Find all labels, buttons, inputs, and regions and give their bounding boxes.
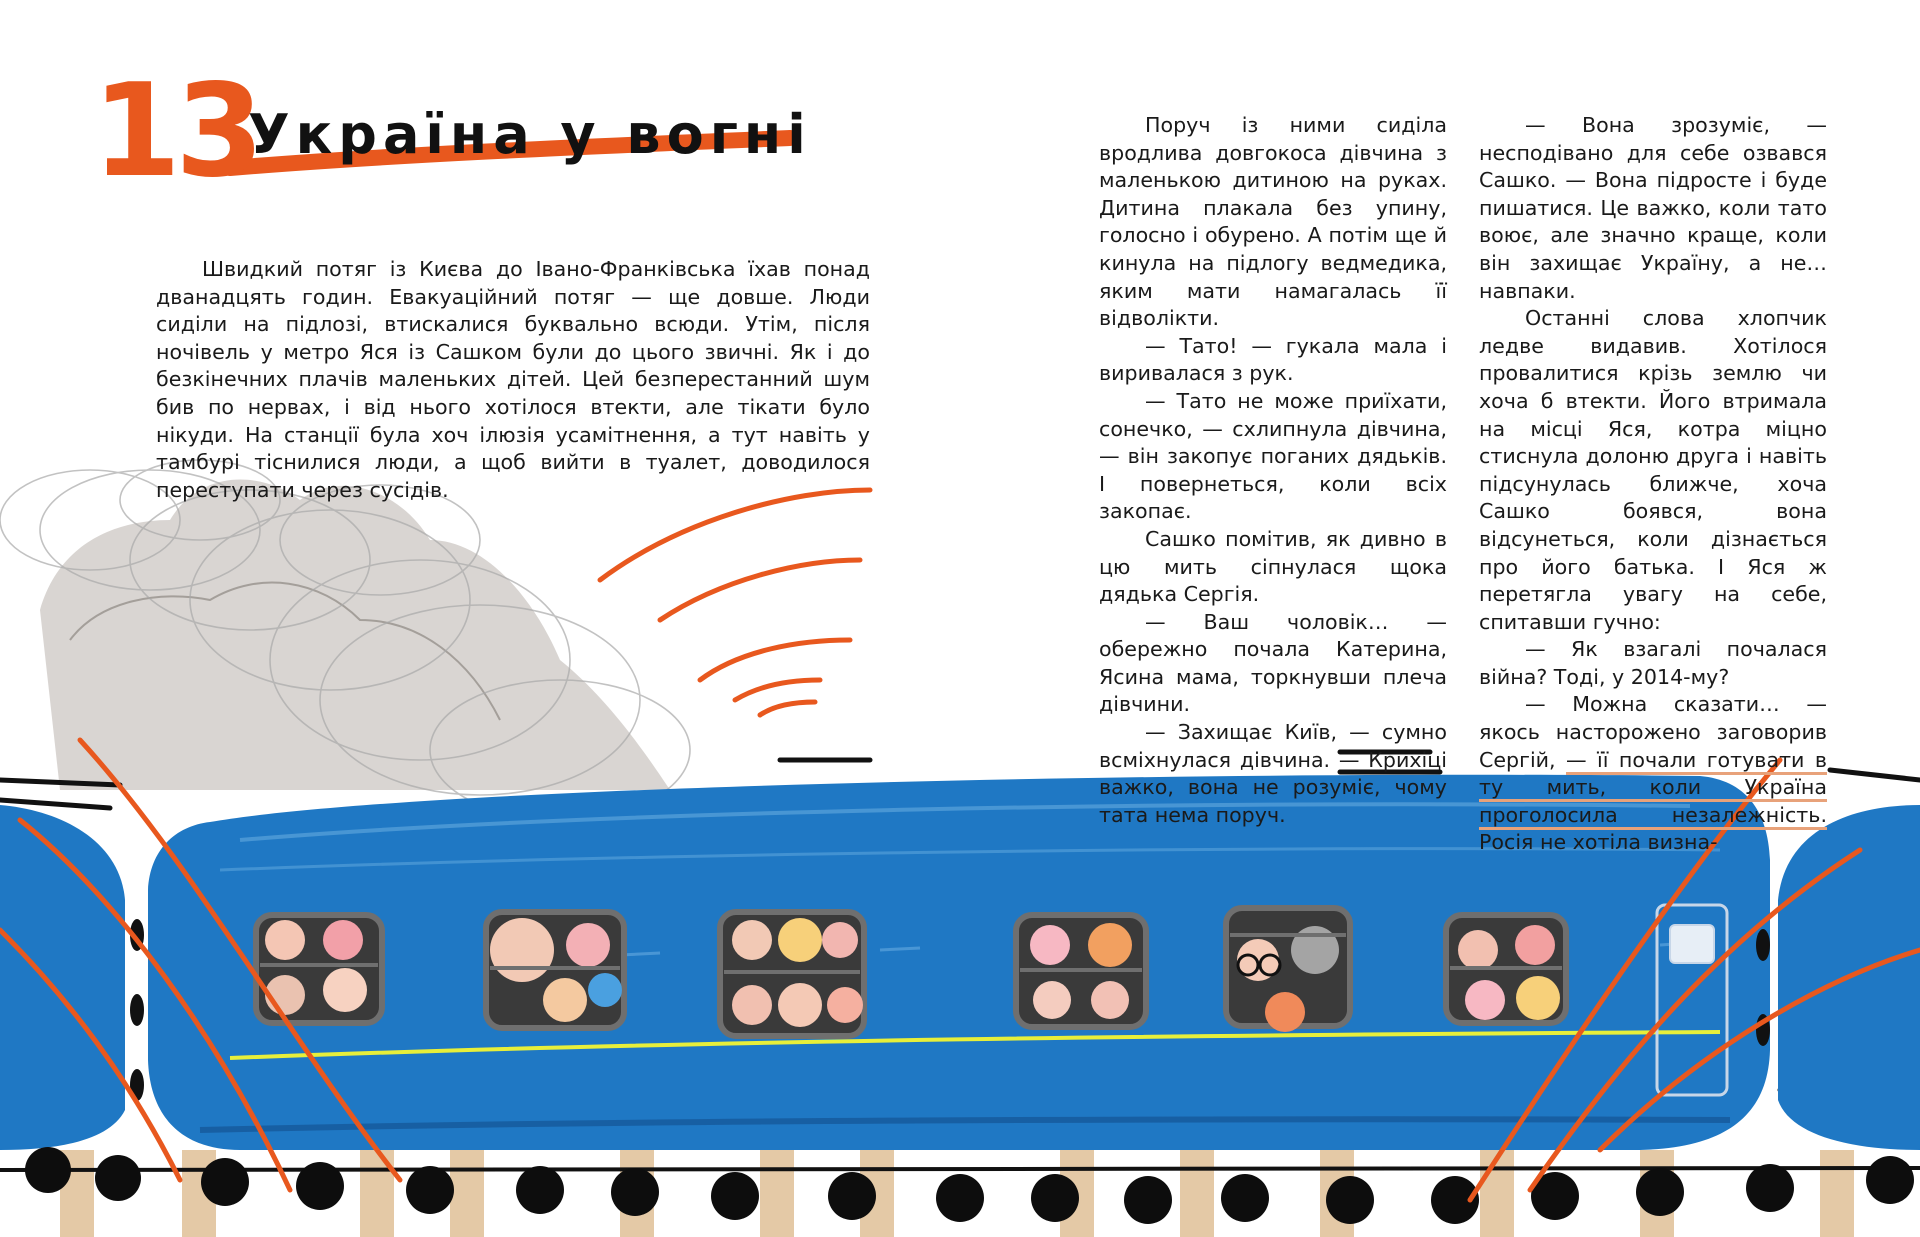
chapter-title: Україна у вогні bbox=[248, 103, 812, 166]
paragraph: Швидкий потяг із Києва до Івано-Франківська їхав понад дванадцять годин. Евакуаційний потяг — ще довше. Люди сиділи на підлозі, втискалися буквально всюди. Утім, після ночівель у метро Яся із Сашком були до цього звичні. Як і до безкінечних плачів маленьких дітей. Цей безперестанний шум бив по нервах, і від нього хотілося втекти, але тікати було нікуди. На станції була хоч ілюзія усамітнення, а тут навіть у тамбурі тіснилися люди, а щоб вийти в туалет, доводилося переступати через сусідів. bbox=[156, 257, 870, 502]
paragraph: — Захищає Київ, — сумно всміхнулася дівчина. — Крихіці важко, вона не розуміє, чому тата нема поруч. bbox=[1099, 720, 1447, 827]
window-3 bbox=[720, 912, 864, 1036]
paragraph-with-highlight bbox=[1479, 691, 1827, 857]
paragraph: — Як взагалі почалася війна? Тоді, у 2014-му? bbox=[1479, 637, 1827, 689]
text-column-left bbox=[156, 256, 870, 504]
window-5 bbox=[1226, 908, 1350, 1032]
paragraph: Останні слова хлопчик ледве видавив. Хотілося провалитися крізь землю чи хоча б втекти. Його втримала на місці Яся, котра міцно стиснула долоню друга і навіть підсунулась ближче, хоча Сашко боявся, вона відсунеться, коли дізнається про його батька. І Яся ж перетягла увагу на себе, спитавши гучно: bbox=[1479, 306, 1827, 634]
text-column-right bbox=[1479, 112, 1827, 857]
paragraph: — Вона зрозуміє, — несподівано для себе озвався Сашко. — Вона підросте і буде пишатися. Це важко, коли тато воює, але значно краще, коли він захищає Україну, а не… навпаки. bbox=[1479, 113, 1827, 303]
paragraph: — Тато! — гукала мала і виривалася з рук. bbox=[1099, 333, 1447, 386]
paragraph: Поруч із ними сиділа вродлива довгокоса дівчина з маленькою дитиною на руках. Дитина плакала без упину, голосно і обурено. А потім ще й кинула на підлогу ведмедика, яким мати намагалась її відволікти. bbox=[1099, 113, 1447, 331]
window-4 bbox=[1016, 915, 1146, 1027]
text-column-middle bbox=[1099, 112, 1447, 829]
wheels bbox=[25, 1147, 1914, 1224]
chapter-number: 13 bbox=[92, 57, 259, 206]
paragraph-start: — Можна сказати… — якось насторожено заговорив Сергій, bbox=[1479, 692, 1827, 772]
signal-arcs bbox=[600, 490, 870, 715]
paragraph: — Тато не може приїхати, сонечко, — схлипнула дівчина, — він закопує поганих дядьків. І повернеться, коли всіх закопає. bbox=[1099, 388, 1447, 524]
paragraph-tail: Росія не хотіла визна- bbox=[1479, 830, 1718, 855]
window-6 bbox=[1446, 915, 1566, 1023]
underlined-passage: — її почали готувати в ту мить, коли Україна проголосила незалежність. bbox=[1479, 748, 1827, 830]
paragraph: — Ваш чоловік… — обережно почала Катерина, Ясина мама, торкнувши плеча дівчини. bbox=[1099, 609, 1447, 717]
paragraph: Сашко помітив, як дивно в цю мить сіпнулася щока дядька Сергія. bbox=[1099, 526, 1447, 607]
window-2 bbox=[486, 912, 624, 1028]
